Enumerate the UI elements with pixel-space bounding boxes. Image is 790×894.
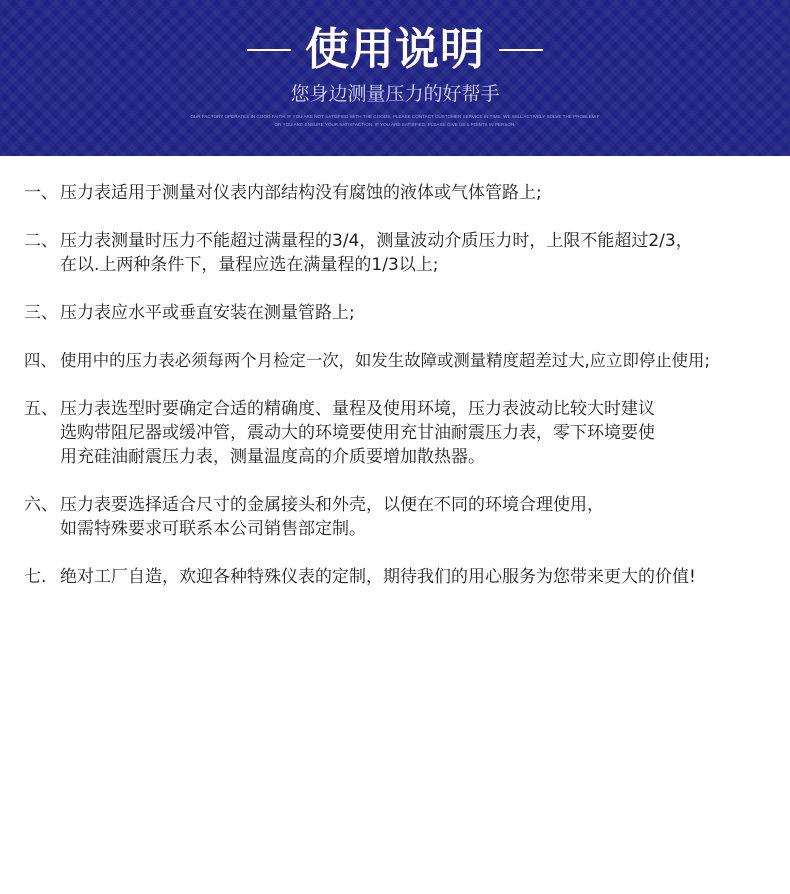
note-number: 五、 [24, 399, 58, 419]
note-line: 选购带阻尼器或缓冲管，震动大的环境要使用充甘油耐震压力表，零下环境要使 [60, 423, 655, 443]
fine-print: OUR FACTORY OPERATES IN GOOD FAITH. IF YOU ARE NOT SATISFIED WITH THE GOODS, PLEASE CONTACT CUSTOMER SERVICE IN TIME. WE WILL ACTIVELY SOLVE THE PROBLEM FOR YOU AND ENSURE YOUR SATISFACTION. IF YOU ARE SATISFIED, PLEASE GIVE US 5 POINTS IN PERSON. [190, 114, 600, 127]
usage-notes [24, 181, 784, 613]
note-line: 压力表测量时压力不能超过满量程的3/4，测量波动介质压力时，上限不能超过2/3， [60, 231, 693, 251]
note-text [60, 229, 784, 277]
note-number: 四、 [24, 351, 57, 370]
note-number: 六、 [24, 495, 58, 515]
note-text [60, 565, 784, 589]
note-item-1 [24, 181, 784, 205]
note-text [60, 181, 784, 205]
note-item-5 [24, 397, 784, 469]
note-text [60, 349, 784, 373]
title-right-rule [499, 49, 543, 51]
note-item-2 [24, 229, 784, 277]
note-text [60, 493, 784, 541]
note-number: 一、 [24, 183, 58, 203]
note-item-3 [24, 301, 784, 325]
note-line: 使用中的压力表必须每两个月检定一次，如发生故障或测量精度超差过大,应立即停止使用; [60, 351, 710, 370]
note-line: 绝对工厂自造，欢迎各种特殊仪表的定制，期待我们的用心服务为您带来更大的价值! [60, 567, 696, 587]
note-line: 在以.上两种条件下，量程应选在满量程的1/3以上; [60, 255, 439, 275]
note-line: 压力表选型时要确定合适的精确度、量程及使用环境，压力表波动比较大时建议 [60, 399, 655, 419]
note-line: 压力表适用于测量对仪表内部结构没有腐蚀的液体或气体管路上; [60, 183, 542, 203]
note-number: 二、 [24, 231, 58, 251]
note-line: 如需特殊要求可联系本公司销售部定制。 [60, 519, 366, 539]
page-title: 使用说明 [305, 24, 485, 75]
note-number: 三、 [24, 303, 58, 323]
header-banner [0, 0, 790, 156]
note-item-7 [24, 565, 784, 589]
note-line: 压力表要选择适合尺寸的金属接头和外壳，以便在不同的环境合理使用， [60, 495, 604, 515]
note-text [60, 397, 784, 469]
title-left-rule [247, 49, 291, 51]
note-line: 压力表应水平或垂直安装在测量管路上; [60, 303, 355, 323]
note-line: 用充硅油耐震压力表，测量温度高的介质要增加散热器。 [60, 447, 485, 467]
note-item-4 [24, 349, 784, 373]
page-subtitle: 您身边测量压力的好帮手 [290, 83, 500, 105]
note-item-6 [24, 493, 784, 541]
note-number: 七. [24, 567, 47, 587]
title-row [0, 22, 790, 78]
note-text [60, 301, 784, 325]
